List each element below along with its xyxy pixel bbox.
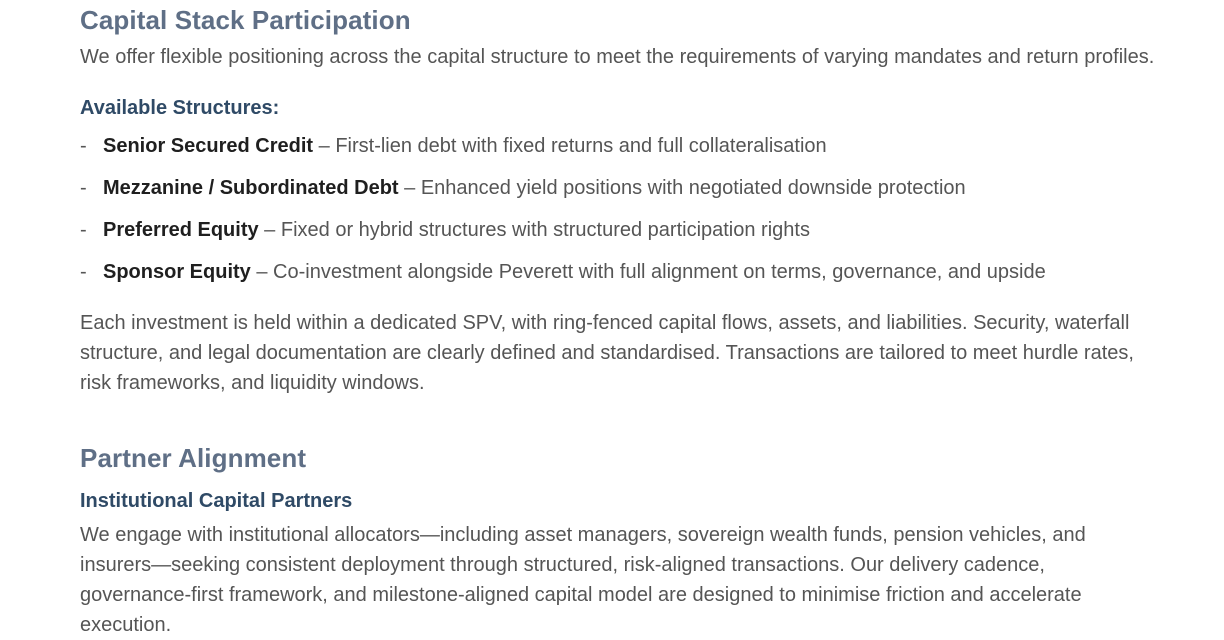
structures-list xyxy=(80,130,1046,298)
list-bullet: - xyxy=(80,261,87,283)
list-bullet: - xyxy=(80,219,87,241)
structure-separator: – xyxy=(313,135,336,157)
list-bullet: - xyxy=(80,135,87,157)
spv-description-paragraph: Each investment is held within a dedicated SPV, with ring-fenced capital flows, assets, and liabilities. Security, waterfall structure, and legal documentation are clearly defined and standardised. Transactions are tailored to meet hurdle rates, risk frameworks, and liquidity windows. xyxy=(80,312,1134,394)
structure-name: Preferred Equity xyxy=(103,219,259,241)
structure-description: Fixed or hybrid structures with structured participation rights xyxy=(280,219,810,241)
structure-separator: – xyxy=(258,219,281,241)
structure-name: Sponsor Equity xyxy=(103,261,251,283)
structure-item-senior-secured-credit xyxy=(80,130,1046,172)
structure-name: Mezzanine / Subordinated Debt xyxy=(103,177,399,199)
institutional-partners-heading: Institutional Capital Partners xyxy=(80,490,353,512)
structure-description: Enhanced yield positions with negotiated downside protection xyxy=(420,177,966,199)
available-structures-heading: Available Structures: xyxy=(80,97,280,119)
structure-description: Co-investment alongside Peverett with full alignment on terms, governance, and upside xyxy=(273,261,1046,283)
institutional-partners-paragraph: We engage with institutional allocators—including asset managers, sovereign wealth funds, pension vehicles, and insurers—seeking consistent deployment through structured, risk-aligned transactions. Our delivery cadence, governance-first framework, and milestone-aligned capital model are designed to minimise friction and accelerate execution. xyxy=(80,524,1086,636)
capital-stack-title: Capital Stack Participation xyxy=(80,5,411,35)
structure-separator: – xyxy=(250,261,274,283)
structure-description: First-lien debt with fixed returns and full collateralisation xyxy=(335,135,827,157)
structure-item-sponsor-equity xyxy=(80,256,1046,298)
capital-stack-intro: We offer flexible positioning across the capital structure to meet the requirements of varying mandates and return profiles. xyxy=(80,46,1155,68)
structure-name: Senior Secured Credit xyxy=(103,135,314,157)
structure-separator: – xyxy=(398,177,421,199)
structure-item-preferred-equity xyxy=(80,214,1046,256)
partner-alignment-title: Partner Alignment xyxy=(80,443,307,473)
list-bullet: - xyxy=(80,177,87,199)
structure-item-mezzanine xyxy=(80,172,1046,214)
